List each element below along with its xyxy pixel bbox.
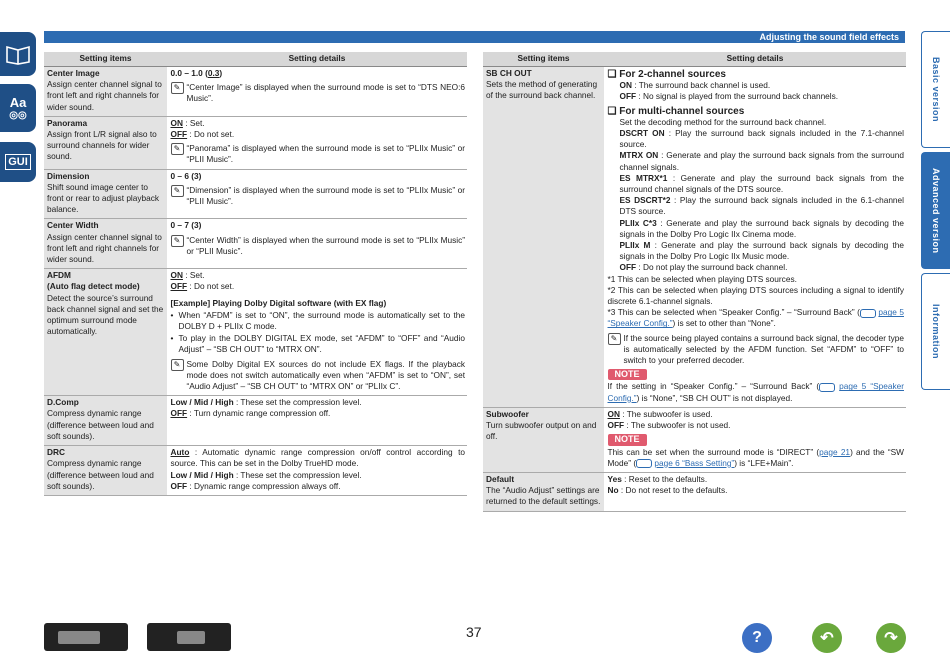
item-desc: Compress dynamic range (difference between loud and soft sounds). — [47, 408, 154, 441]
table-row — [483, 407, 906, 472]
link-speaker-config[interactable]: page 5 “Speaker Config.” — [607, 381, 904, 403]
subheading-multichannel: ❑ For multi-channel sources — [607, 105, 745, 117]
link-speaker-config[interactable]: page 5 “Speaker Config.” — [607, 307, 904, 329]
bullet: • — [170, 333, 174, 344]
bullet: • — [170, 309, 174, 320]
tab-information[interactable]: Information — [921, 273, 950, 390]
link-page-21[interactable]: page 21 — [819, 446, 851, 457]
option-on: ON — [607, 408, 620, 419]
col-setting-items: Setting items — [483, 52, 604, 67]
option-label: OFF — [619, 91, 637, 102]
right-settings-table — [483, 52, 906, 512]
option-label: No — [607, 485, 619, 496]
item-name: Center Image — [47, 68, 100, 78]
option-on-text: : The subwoofer is used. — [619, 408, 713, 419]
pencil-icon: ✎ — [171, 143, 184, 155]
book-icon — [819, 383, 835, 392]
option-on-text: : Set. — [182, 270, 205, 281]
note-text: “Center Image” is displayed when the surround mode is set to “DTS NEO:6 Music”. — [186, 82, 465, 104]
note-text: “Center Width” is displayed when the surround mode is set to “PLIIx Music” or “PLII Music”. — [186, 234, 465, 256]
item-name: DRC — [47, 447, 65, 458]
table-row — [44, 396, 467, 446]
footnote-1: *1 This can be selected when playing DTS sources. — [607, 273, 797, 284]
item-name: Default — [486, 473, 515, 484]
col-setting-items: Setting items — [44, 52, 167, 67]
item-name: Panorama — [47, 117, 88, 128]
note-text: Some Dolby Digital EX sources do not include EX flags. If the playback mode does not switch automatically even when “AFDM” is set to “ON”, set “Audio Adjust” – “SB CH OUT” to “MTRX ON” or “PLIIx C”. — [186, 358, 465, 392]
option-label: Low / Mid / High — [170, 397, 234, 408]
item-desc: Assign center channel signal to front left and right channels for wider sound. — [47, 231, 162, 265]
pencil-icon: ✎ — [608, 333, 621, 345]
option-text: : Generate and play the surround back signals from the surround channel signals of the DTS source. — [619, 172, 904, 195]
left-settings-table — [44, 52, 467, 496]
footnote-2: *2 This can be selected when playing DTS sources including a signal to identify discrete 6.1-channel signals. — [607, 284, 904, 307]
item-desc: Assign center channel signal to front left and right channels for wider sound. — [47, 79, 162, 112]
section-header — [44, 31, 905, 43]
option-text: : These set the compression level. — [233, 397, 362, 408]
option-text: : Reset to the defaults. — [621, 473, 708, 484]
note-text: “Panorama” is displayed when the surround mode is set to “PLIIx Music” or “PLII Music”. — [186, 143, 465, 165]
option-label: Low / Mid / High — [170, 469, 234, 480]
back-icon[interactable]: ↶ — [812, 623, 842, 653]
option-label: Auto — [170, 447, 190, 458]
footnote-3: *3 This can be selected when “Speaker Config.” – “Surround Back” ( — [607, 307, 860, 318]
option-label: OFF — [170, 408, 188, 419]
table-row — [483, 67, 906, 408]
item-name-sub: (Auto flag detect mode) — [47, 281, 140, 292]
option-off: OFF — [170, 129, 188, 140]
left-icon-gui[interactable] — [0, 142, 36, 182]
tab-advanced-version[interactable]: Advanced version — [921, 152, 950, 269]
default-value: 0.3 — [207, 68, 220, 78]
col-setting-details: Setting details — [167, 52, 467, 67]
col-setting-details: Setting details — [604, 52, 906, 67]
warning-text: If the setting in “Speaker Config.” – “Surround Back” ( — [607, 381, 820, 392]
range-end: ) — [219, 68, 223, 78]
warning-text-end: ) is “LFE+Main”. — [734, 457, 794, 468]
bullet-text: When “AFDM” is set to “ON”, the surround mode is automatically set to the DOLBY D + PLIIx C mode. — [178, 309, 465, 332]
option-text: : Turn dynamic range compression off. — [187, 408, 331, 419]
link-bass-setting[interactable]: page 6 “Bass Setting” — [654, 457, 735, 468]
table-row — [44, 219, 467, 269]
tab-basic-version[interactable]: Basic version — [921, 31, 950, 148]
item-desc: Sets the method of generating of the surround back channel. — [486, 79, 598, 101]
option-text: : Generate and play the surround back signals by decoding the signals in the Dolby Pro Logic IIx Cinema mode. — [619, 217, 905, 239]
item-desc: Compress dynamic range (difference between loud and soft sounds). — [47, 458, 154, 491]
note-text: “Dimension” is displayed when the surround mode is set to “PLIIx Music” or “PLII Music”. — [186, 184, 465, 207]
table-row — [44, 269, 467, 396]
option-label: MTRX ON — [619, 150, 659, 161]
option-text: : Play the surround back signals included in the 6.1-channel DTS source. — [619, 195, 905, 217]
option-label: ES MTRX*1 — [619, 172, 668, 183]
note-badge: NOTE — [608, 434, 647, 445]
option-text: : Do not reset to the defaults. — [618, 485, 728, 496]
item-name: Subwoofer — [486, 408, 529, 419]
pencil-icon: ✎ — [171, 185, 184, 197]
option-text: : The surround back channel is used. — [631, 80, 771, 91]
subheading-2ch: ❑ For 2-channel sources — [607, 69, 726, 80]
speaker-icon: ◎◎ — [9, 110, 27, 121]
option-text: : Do not play the surround back channel. — [636, 262, 788, 273]
footnote-3-end: ) is set to other than “None”. — [672, 318, 776, 329]
left-icon-book[interactable] — [0, 32, 36, 76]
option-text: : Dynamic range compression always off. — [187, 480, 341, 491]
option-text: : These set the compression level. — [233, 469, 362, 480]
forward-icon[interactable]: ↷ — [876, 623, 906, 653]
item-desc: Assign front L/R signal also to surround channels for wider sound. — [47, 129, 157, 162]
item-name: AFDM — [47, 270, 71, 281]
item-name: SB CH OUT — [486, 68, 532, 78]
item-name: D.Comp — [47, 397, 79, 408]
option-label: PLIIx M — [619, 240, 651, 251]
option-on: ON — [170, 270, 183, 281]
intro-text: Set the decoding method for the surround back channel. — [619, 116, 827, 127]
warning-text-mid: ) and the “SW Mode” ( — [607, 446, 905, 468]
table-row — [44, 169, 467, 219]
table-row — [483, 472, 906, 511]
option-text: : Play the surround back signals included in the 7.1-channel source. — [619, 128, 905, 150]
note-badge: NOTE — [608, 369, 647, 380]
warning-text-end: ) is “None”, “SB CH OUT” is not displayed. — [636, 392, 793, 403]
range-text: 0.0 – 1.0 ( — [170, 68, 208, 78]
option-off: OFF — [170, 281, 188, 292]
option-off: OFF — [607, 420, 625, 431]
pencil-icon: ✎ — [171, 235, 184, 247]
section-title: Adjusting the sound field effects — [759, 32, 899, 42]
option-text: : Automatic dynamic range compression on/off control according to source. This can be set in the Dolby TrueHD mode. — [170, 447, 465, 469]
remote-control-icon[interactable] — [147, 623, 231, 651]
option-off-text: : Do not set. — [187, 129, 235, 140]
option-on-text: : Set. — [182, 117, 205, 128]
warning-text: This can be set when the surround mode is “DIRECT” ( — [607, 446, 820, 457]
book-icon — [636, 459, 652, 468]
help-icon[interactable]: ? — [742, 623, 772, 653]
range-text: 0 – 7 (3) — [170, 220, 202, 231]
option-label: OFF — [170, 480, 188, 491]
page-number: 37 — [466, 624, 482, 640]
item-name: Center Width — [47, 220, 99, 231]
item-desc: The “Audio Adjust” settings are returned to the default settings. — [486, 485, 601, 507]
table-row — [44, 116, 467, 169]
item-desc: Detect the source’s surround back channel signal and set the optimum surround mode automatically. — [47, 292, 164, 337]
item-desc: Turn subwoofer output on and off. — [486, 420, 597, 442]
item-desc: Shift sound image center to front or rear to adjust playback balance. — [47, 181, 160, 215]
example-heading: [Example] Playing Dolby Digital software (with EX flag) — [170, 297, 387, 308]
option-label: OFF — [619, 262, 637, 273]
table-row — [44, 446, 467, 496]
range-text: 0 – 6 (3) — [170, 170, 202, 181]
option-label: ES DSCRT*2 — [619, 195, 671, 206]
pencil-icon: ✎ — [171, 359, 184, 371]
option-label: DSCRT ON — [619, 128, 665, 139]
option-off-text: : Do not set. — [187, 281, 235, 292]
option-off-text: : The subwoofer is not used. — [624, 420, 731, 431]
option-text: : No signal is played from the surround back channels. — [636, 91, 839, 102]
option-on: ON — [170, 117, 183, 128]
option-label: Yes — [607, 473, 622, 484]
aa-label: Aa — [9, 95, 27, 110]
option-text: : Generate and play the surround back signals by decoding the signals in the Dolby Pro Logic IIx Music mode. — [619, 240, 904, 262]
book-icon — [5, 43, 31, 65]
gui-label: GUI — [5, 154, 31, 170]
option-text: : Generate and play the surround back signals from the surround channel signals. — [619, 150, 904, 172]
book-icon — [860, 309, 876, 318]
option-label: PLIIx C*3 — [619, 217, 657, 228]
receiver-front-panel-icon[interactable] — [44, 623, 128, 651]
item-name: Dimension — [47, 170, 90, 181]
option-label: ON — [619, 80, 632, 91]
note-text: If the source being played contains a surround back signal, the decoder type is automatically selected by the AFDM function. Set “AFDM” to “OFF” to switch to your preferred decoder. — [623, 332, 904, 366]
bullet-text: To play in the DOLBY DIGITAL EX mode, set “AFDM” to “OFF” and “Audio Adjust” – “SB CH OUT” to “MTRX ON”. — [178, 333, 465, 355]
pencil-icon: ✎ — [171, 82, 184, 94]
table-row — [44, 67, 467, 117]
left-icon-aa[interactable] — [0, 84, 36, 132]
